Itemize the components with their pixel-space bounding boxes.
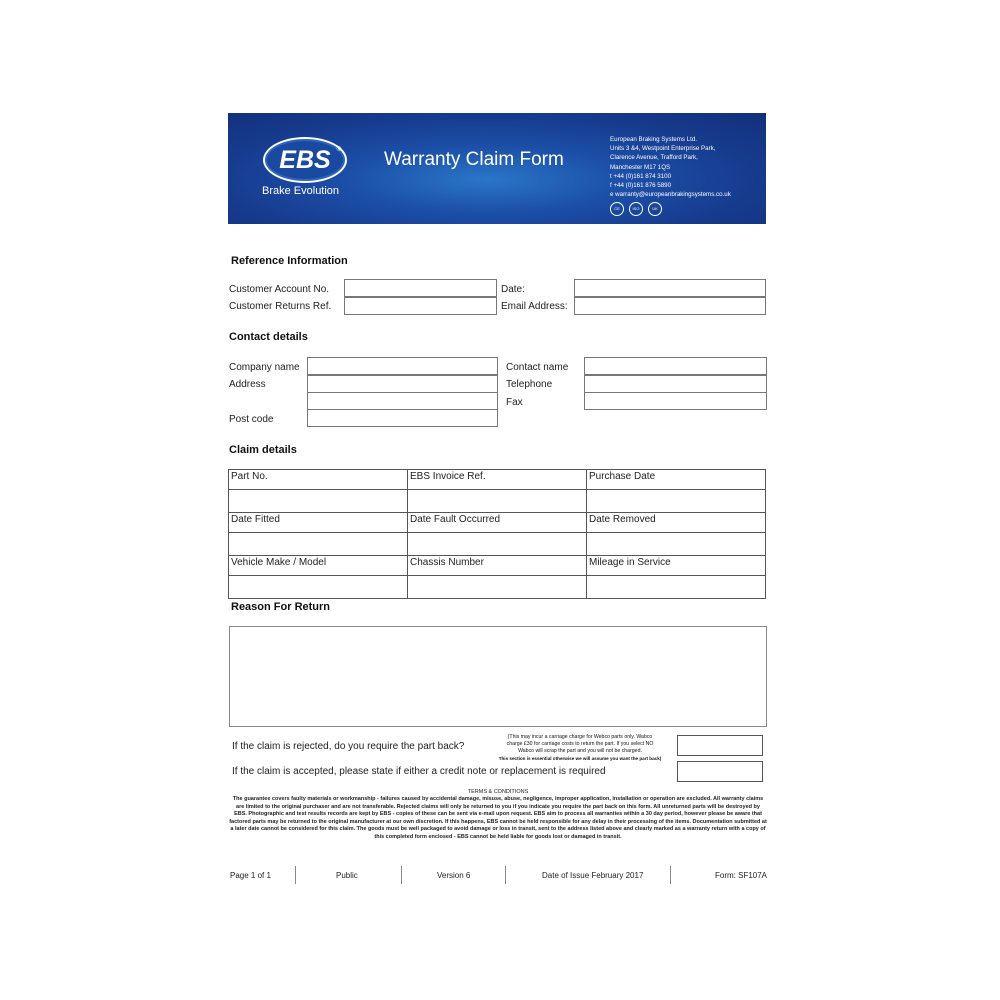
- table-row: [229, 533, 766, 556]
- certification-icons: [610, 197, 667, 216]
- fax-line: f +44 (0)161 876 5890: [610, 182, 672, 190]
- credit-or-replacement-question: If the claim is accepted, please state if either a credit note or replacement is required: [232, 766, 606, 777]
- note-line: This section is essential otherwise we will assume you want the part back): [498, 756, 662, 761]
- date-removed-label: Date Removed: [587, 513, 766, 533]
- ce-mark-icon: CE: [610, 202, 624, 216]
- company-address: [610, 135, 731, 199]
- note-line: Wabco will scrap the part and you will not be charged.: [518, 748, 642, 754]
- part-back-answer-input[interactable]: [677, 735, 763, 756]
- carriage-charge-note: [485, 734, 675, 762]
- footer-divider: [401, 866, 402, 884]
- footer-divider: [295, 866, 296, 884]
- customer-account-input[interactable]: [344, 279, 497, 297]
- email-line: e warranty@europeanbrakingsystems.co.uk: [610, 191, 731, 199]
- reason-for-return-textarea[interactable]: [229, 626, 767, 727]
- date-fault-label: Date Fault Occurred: [408, 513, 587, 533]
- mileage-label: Mileage in Service: [587, 556, 766, 576]
- part-back-question: If the claim is rejected, do you require the part back?: [232, 741, 465, 752]
- fax-label: Fax: [506, 397, 523, 408]
- address-line: Manchester M17 1QS: [610, 163, 671, 171]
- terms-body: The guarantee covers faulty materials or workmanship - failures caused by accidental damage, misuse, abuse, negligence, improper application, installation or operation are excluded. All warranty claims are limited to the original purchaser and are not transferable. Rejected claims will only be returned to you if you indicate you require the part back on this form. All unreturned parts will be destroyed by EBS. Photographic and test results records are kept by EBS - copies of these can be sent via e-mail upon request. EBS aim to process all warranties within a 30 day period, however please be aware that factored parts may be returned to the original manufacturer at our own discretion. If this happens, EBS cannot be held responsible for any delay in their processing of the items. Documentation submitted at a later date cannot be considered for this claim. The goods must be well packaged to avoid damage or loss in transit, sent to the address listed above and clearly marked as a warranty return with a copy of this completed form enclosed - EBS cannot be held liable for goods lost or damaged in transit.: [229, 796, 767, 840]
- note-line: (This may incur a carriage charge for Webco parts only. Wabco: [507, 734, 653, 740]
- footer-page-number: Page 1 of 1: [230, 871, 271, 880]
- invoice-ref-input[interactable]: [408, 490, 587, 513]
- part-no-input[interactable]: [229, 490, 408, 513]
- address-input-line-1[interactable]: [307, 375, 498, 393]
- chassis-number-input[interactable]: [408, 576, 587, 599]
- footer-divider: [505, 866, 506, 884]
- address-label: Address: [229, 379, 266, 390]
- address-line: Units 3 &4, Westpoint Enterprise Park,: [610, 145, 716, 153]
- logo-text: EBS: [279, 146, 331, 174]
- chassis-number-label: Chassis Number: [408, 556, 587, 576]
- date-fitted-label: Date Fitted: [229, 513, 408, 533]
- email-label: Email Address:: [501, 301, 568, 312]
- section-title-reference: Reference Information: [231, 255, 348, 267]
- form-title: Warranty Claim Form: [384, 149, 564, 170]
- table-row: [229, 513, 766, 533]
- footer-classification: Public: [336, 871, 358, 880]
- phone-line: t +44 (0)161 874 3100: [610, 172, 672, 180]
- credit-or-replacement-input[interactable]: [677, 761, 763, 782]
- section-title-contact: Contact details: [229, 331, 308, 343]
- customer-account-label: Customer Account No.: [229, 284, 330, 295]
- contact-name-input[interactable]: [584, 357, 767, 375]
- address-input-line-2[interactable]: [307, 392, 498, 410]
- mileage-input[interactable]: [587, 576, 766, 599]
- purchase-date-label: Purchase Date: [587, 470, 766, 490]
- ebs-logo: [263, 137, 347, 183]
- post-code-label: Post code: [229, 414, 274, 425]
- date-input[interactable]: [574, 279, 766, 297]
- table-row: [229, 490, 766, 513]
- purchase-date-input[interactable]: [587, 490, 766, 513]
- contact-name-label: Contact name: [506, 362, 569, 373]
- table-row: [229, 470, 766, 490]
- date-fault-input[interactable]: [408, 533, 587, 556]
- header-banner: [228, 113, 766, 224]
- footer-version: Version 6: [437, 871, 471, 880]
- customer-returns-label: Customer Returns Ref.: [229, 301, 332, 312]
- claim-details-table: [228, 469, 766, 599]
- footer-divider: [670, 866, 671, 884]
- customer-returns-input[interactable]: [344, 297, 497, 315]
- telephone-label: Telephone: [506, 379, 553, 390]
- footer-issue-date: Date of Issue February 2017: [542, 871, 644, 880]
- table-row: [229, 576, 766, 599]
- footer-form-number: Form: SF107A: [715, 871, 768, 880]
- post-code-input[interactable]: [307, 409, 498, 427]
- vehicle-make-input[interactable]: [229, 576, 408, 599]
- address-line: European Braking Systems Ltd.: [610, 136, 698, 143]
- date-fitted-input[interactable]: [229, 533, 408, 556]
- email-input[interactable]: [574, 297, 766, 315]
- part-no-label: Part No.: [229, 470, 408, 490]
- company-name-input[interactable]: [307, 357, 498, 375]
- iso-icon: ISO: [629, 202, 643, 216]
- logo-tagline: Brake Evolution: [262, 185, 340, 197]
- telephone-input[interactable]: [584, 375, 767, 393]
- note-line: charge £30 for carriage costs to return the part. If you select NO: [506, 741, 654, 747]
- invoice-ref-label: EBS Invoice Ref.: [408, 470, 587, 490]
- table-row: [229, 556, 766, 576]
- company-name-label: Company name: [229, 362, 300, 373]
- vehicle-make-label: Vehicle Make / Model: [229, 556, 408, 576]
- section-title-claim: Claim details: [229, 444, 297, 456]
- fax-input[interactable]: [584, 392, 767, 410]
- terms-title: TERMS & CONDITIONS: [467, 789, 529, 795]
- date-label: Date:: [501, 284, 525, 295]
- uk-accreditation-icon: UK: [648, 202, 662, 216]
- date-removed-input[interactable]: [587, 533, 766, 556]
- address-line: Clarence Avenue, Trafford Park,: [610, 154, 698, 162]
- logo-registered-mark: ®: [336, 147, 341, 153]
- section-title-reason: Reason For Return: [231, 601, 331, 613]
